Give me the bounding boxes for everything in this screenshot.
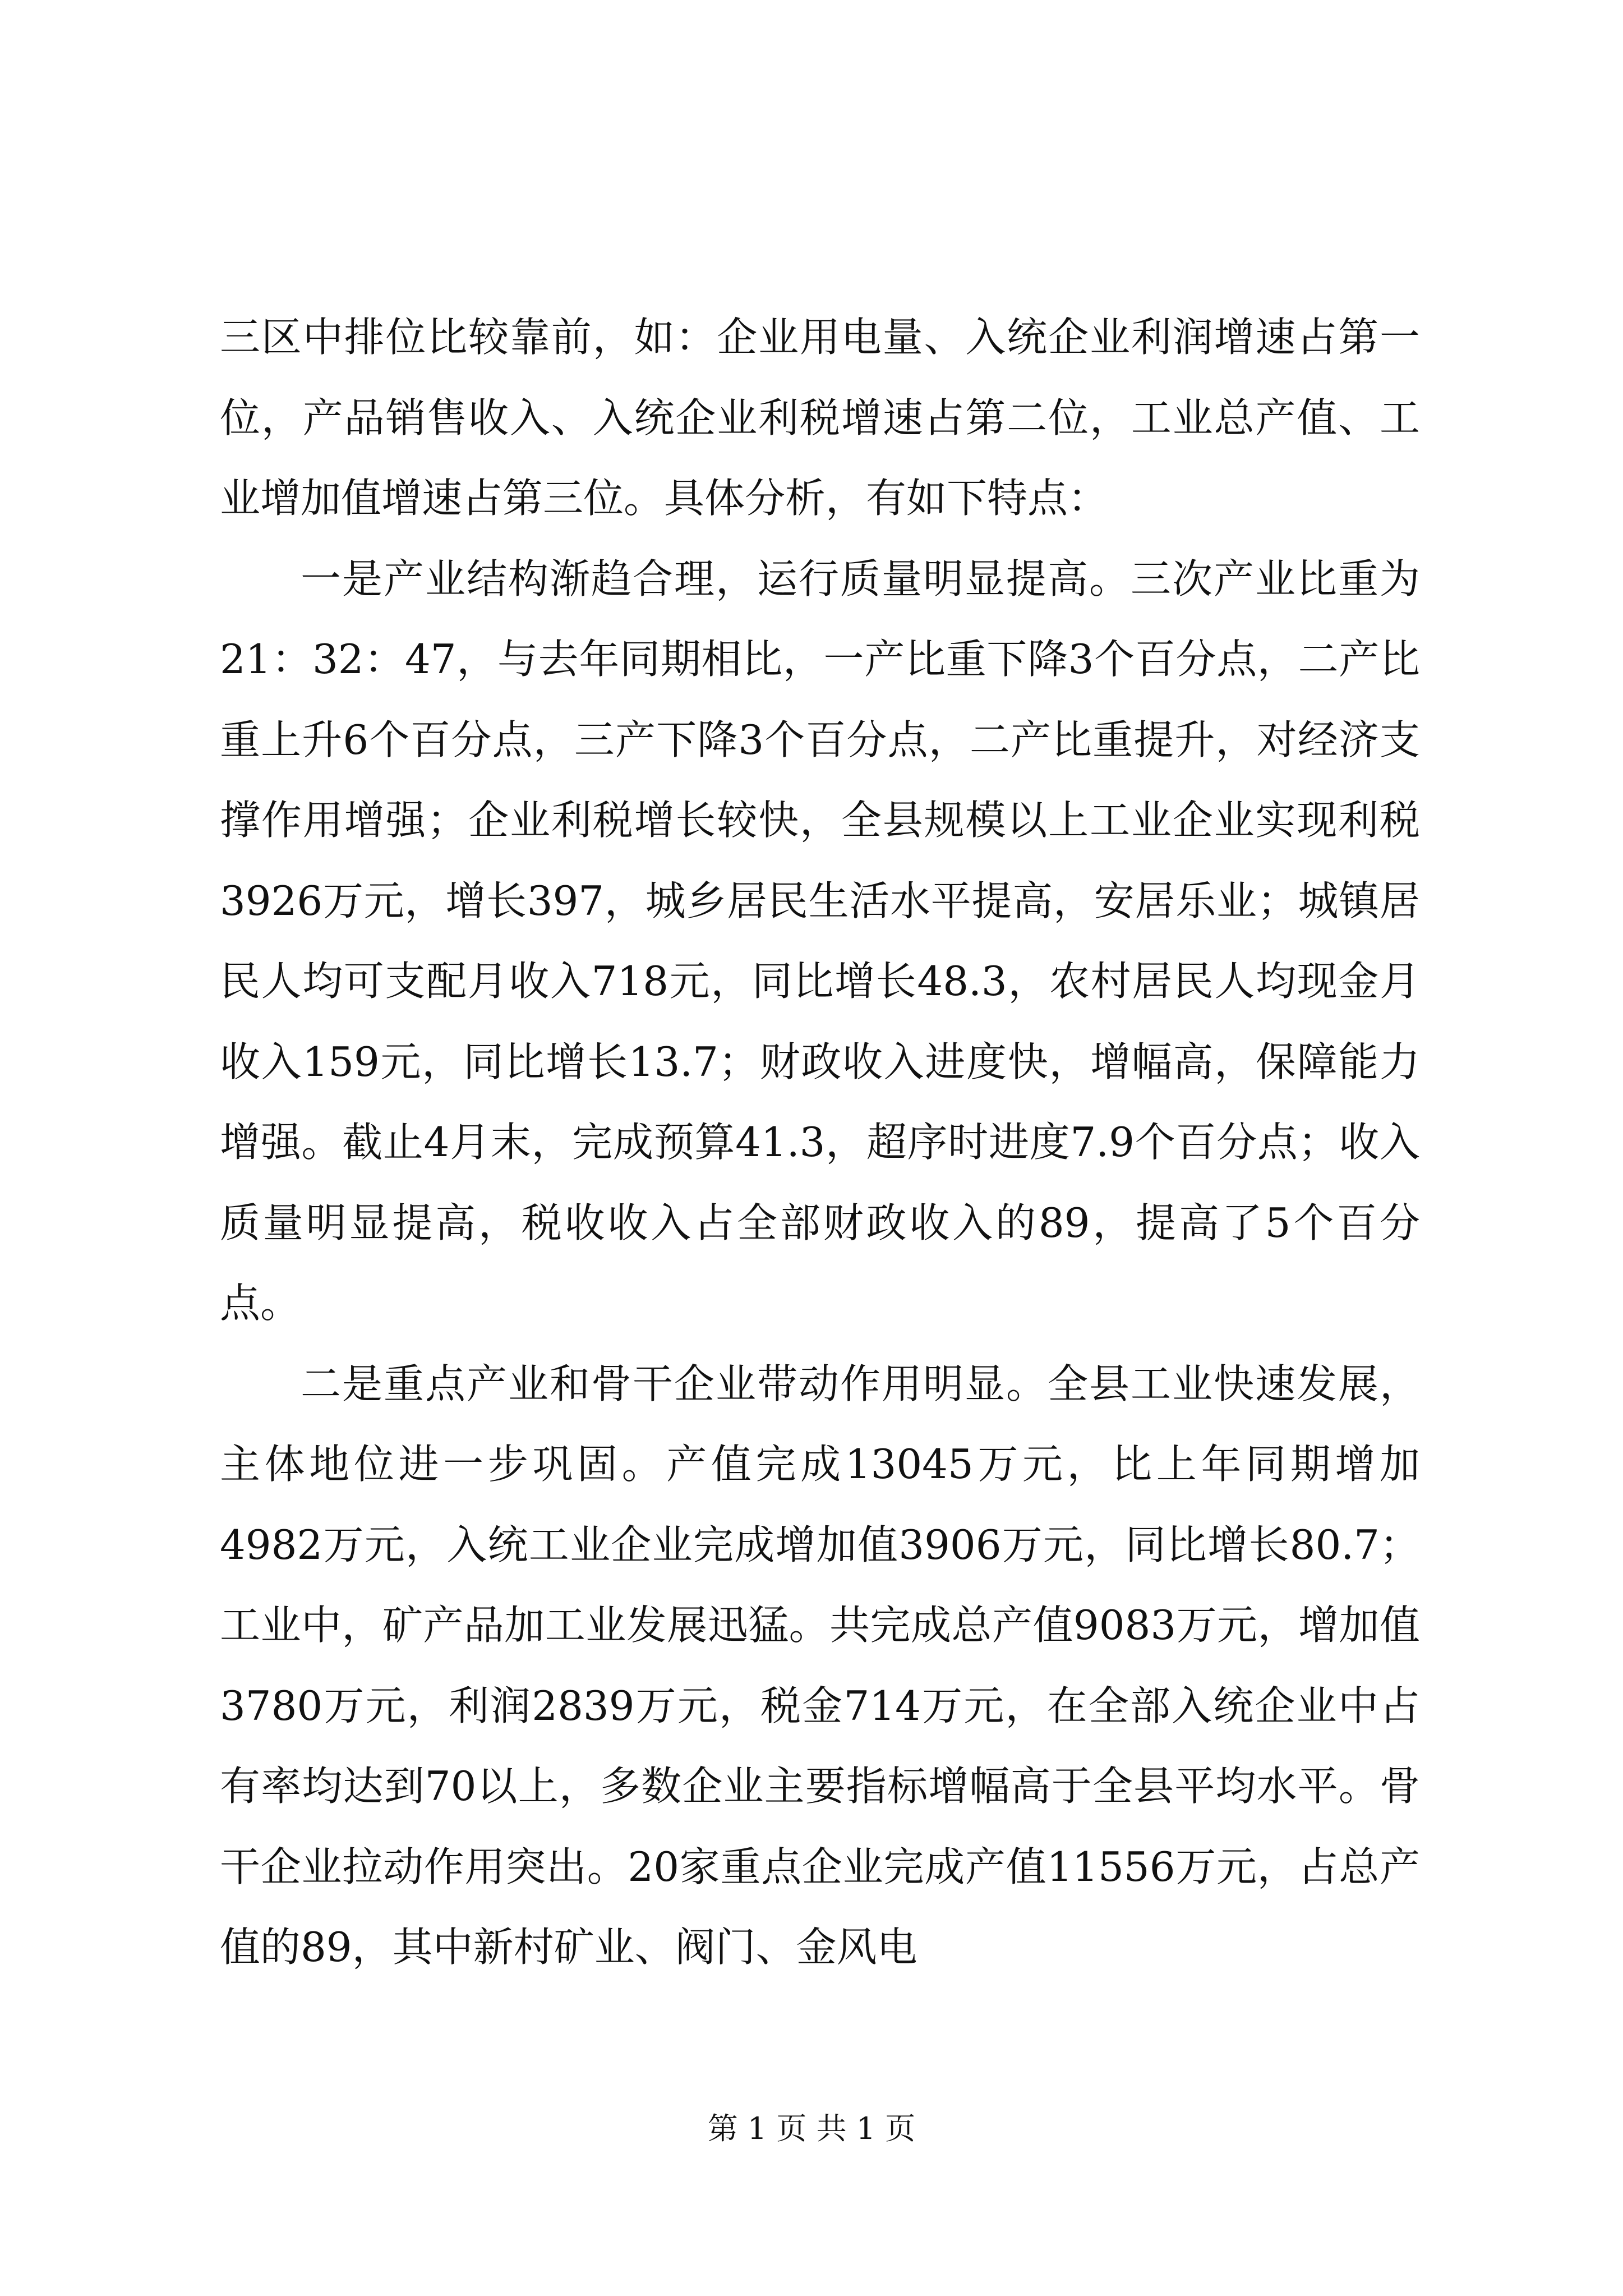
page-footer: 第 1 页 共 1 页 [707,2111,916,2146]
paragraph-1: 三区中排位比较靠前，如：企业用电量、入统企业利润增速占第一位，产品销售收入、入统企业利税增速占第二位，工业总产值、工业增加值增速占第三位。具体分析，有如下特点： [220,314,1420,522]
paragraph-3: 二是重点产业和骨干企业带动作用明显。全县工业快速发展，主体地位进一步巩固。产值完成13045万元，比上年同期增加4982万元，入统工业企业完成增加值3906万元，同比增长80.7；工业中，矿产品加工业发展迅猛。共完成总产值9083万元，增加值3780万元，利润2839万元，税金714万元，在全部入统企业中占有率均达到70以上，多数企业主要指标增幅高于全县平均水平。骨干企业拉动作用突出。20家重点企业完成产值11556万元，占总产值的89，其中新村矿业、阀门、金风电 [220,1360,1420,1971]
document-body [220,297,1420,1988]
paragraph-2: 一是产业结构渐趋合理，运行质量明显提高。三次产业比重为21：32：47，与去年同期相比，一产比重下降3个百分点，二产比重上升6个百分点，三产下降3个百分点，二产比重提升，对经济支撑作用增强；企业利税增长较快，全县规模以上工业企业实现利税3926万元，增长397，城乡居民生活水平提高，安居乐业；城镇居民人均可支配月收入718元，同比增长48.3，农村居民人均现金月收入159元，同比增长13.7；财政收入进度快，增幅高，保障能力增强。截止4月末，完成预算41.3，超序时进度7.9个百分点；收入质量明显提高，税收收入占全部财政收入的89，提高了5个百分点。 [220,555,1420,1327]
